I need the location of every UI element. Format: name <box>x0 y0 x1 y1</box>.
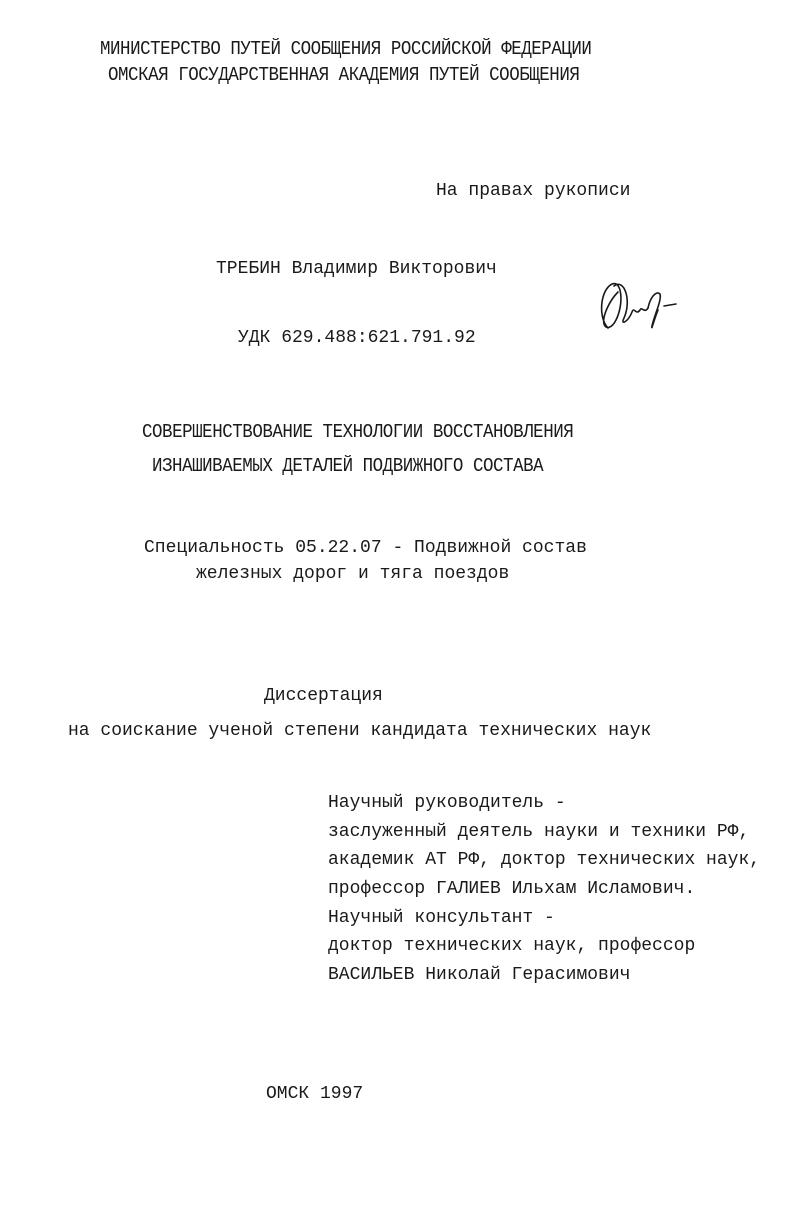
manuscript-note: На правах рукописи <box>436 181 631 201</box>
dissertation-title-line: СОВЕРШЕНСТВОВАНИЕ ТЕХНОЛОГИИ ВОССТАНОВЛЕНИЯ <box>142 421 574 443</box>
degree-description: на соискание ученой степени кандидата технических наук <box>68 721 652 741</box>
specialty-description: железных дорог и тяга поездов <box>196 564 510 584</box>
consultant-line: доктор технических наук, профессор <box>328 936 696 957</box>
udc-code: УДК 629.488:621.791.92 <box>238 328 476 348</box>
consultant-line: ВАСИЛЬЕВ Николай Герасимович <box>328 965 631 986</box>
specialty-code: Специальность 05.22.07 - Подвижной состав <box>144 538 587 558</box>
supervisor-line: профессор ГАЛИЕВ Ильхам Исламович. <box>328 879 696 900</box>
supervisor-line: Научный руководитель - <box>328 793 566 813</box>
academy-name: ОМСКАЯ ГОСУДАРСТВЕННАЯ АКАДЕМИЯ ПУТЕЙ СООБЩЕНИЯ <box>108 64 580 86</box>
signature-image <box>594 270 684 340</box>
dissertation-label: Диссертация <box>264 686 383 706</box>
supervisor-line: академик АТ РФ, доктор технических наук, <box>328 850 761 871</box>
dissertation-title-line: ИЗНАШИВАЕМЫХ ДЕТАЛЕЙ ПОДВИЖНОГО СОСТАВА <box>152 455 544 477</box>
city-year: ОМСК 1997 <box>266 1084 364 1104</box>
ministry-name: МИНИСТЕРСТВО ПУТЕЙ СООБЩЕНИЯ РОССИЙСКОЙ ФЕДЕРАЦИИ <box>100 38 592 60</box>
consultant-line: Научный консультант - <box>328 907 555 928</box>
author-name: ТРЕБИН Владимир Викторович <box>216 259 497 279</box>
supervisor-line: заслуженный деятель науки и техники РФ, <box>328 821 750 842</box>
supervisors-block <box>328 792 760 993</box>
